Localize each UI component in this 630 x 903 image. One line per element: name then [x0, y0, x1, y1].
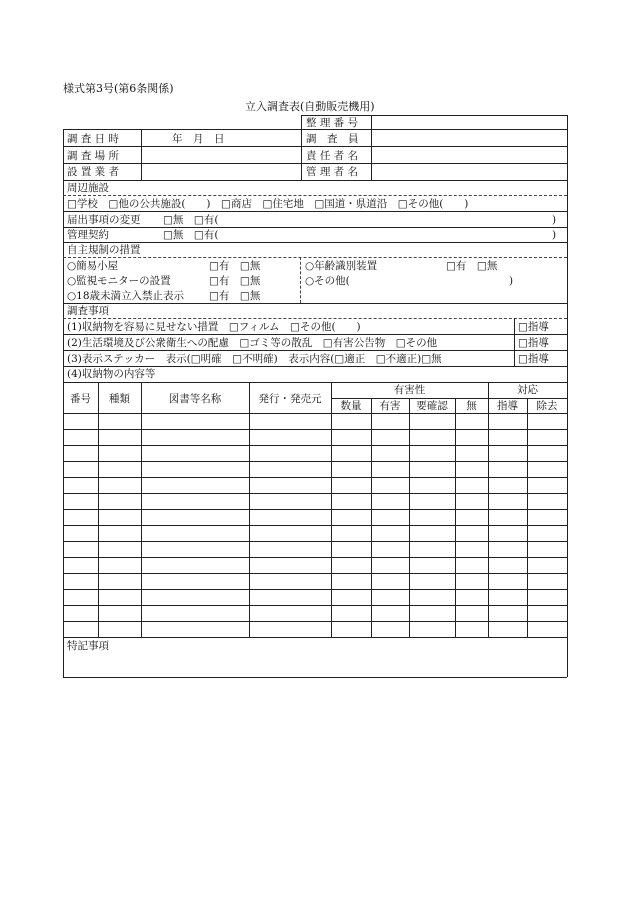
col-guidance: 指導: [497, 400, 518, 412]
group-response: 対応: [517, 384, 538, 396]
remarks-title: 特記事項: [67, 640, 109, 652]
self-regulation-title: 自主規制の措置: [67, 244, 141, 256]
col-removal: 除去: [536, 400, 558, 412]
survey-item-3[interactable]: (3)表示ステッカー 表示(□明確 □不明確) 表示内容(□適正 □不適正)□無: [67, 353, 442, 365]
self-reg-left-2-label: ○監視モニターの設置: [67, 275, 171, 287]
form-number: 様式第3号(第6条関係): [63, 82, 174, 95]
contents-title: (4)収納物の内容等: [67, 368, 156, 380]
self-reg-right-2-close: ): [509, 275, 514, 287]
self-reg-left-3-options[interactable]: □有 □無: [209, 290, 261, 302]
chosa-nichiji-label: 調 査 日 時: [67, 133, 120, 145]
chosa-in-label: 調 査 員: [306, 133, 359, 145]
self-reg-right-1-label: ○年齢識別装置: [305, 260, 378, 272]
self-reg-left-2-options[interactable]: □有 □無: [209, 275, 261, 287]
col-none: 無: [466, 400, 477, 412]
page-title: 立入調査表(自動販売機用): [245, 100, 375, 113]
date-placeholder: 年 月 日: [172, 133, 225, 145]
self-reg-left-3-label: ○18歳未満立入禁止表示: [67, 290, 185, 302]
col-publisher: 発行・発売元: [258, 393, 322, 405]
surroundings-title: 周辺施設: [67, 182, 109, 194]
setchi-gyosha-label: 設 置 業 者: [67, 166, 120, 178]
remarks-field[interactable]: [64, 654, 566, 676]
group-harm: 有害性: [393, 384, 426, 396]
contract-close: ): [552, 229, 557, 241]
chosa-basho-label: 調 査 場 所: [67, 150, 120, 162]
self-reg-right-1-options[interactable]: □有 □無: [446, 260, 498, 272]
self-reg-right-2-label: ○その他(: [305, 275, 350, 287]
contract-label: 管理契約: [67, 229, 109, 241]
self-reg-left-1-label: ○簡易小屋: [67, 260, 119, 272]
col-confirm: 要確認: [416, 400, 448, 412]
notification-close: ): [552, 214, 557, 226]
sekinin-sha-label: 責 任 者 名: [306, 150, 359, 162]
survey-item-1[interactable]: (1)収納物を容易に見せない措置 □フィルム □その他( ): [67, 321, 361, 333]
survey-title: 調査事項: [67, 305, 109, 317]
survey-item-2[interactable]: (2)生活環境及び公衆衛生への配慮 □ゴミ等の散乱 □有害公告物 □その他: [67, 337, 438, 349]
col-type: 種類: [109, 393, 130, 405]
notification-label: 届出事項の変更: [67, 214, 141, 226]
col-number: 番号: [70, 393, 91, 405]
survey-item-3-action[interactable]: □指導: [518, 353, 549, 365]
col-harmful: 有害: [379, 400, 401, 412]
notification-options[interactable]: □無 □有(: [163, 214, 219, 226]
contract-options[interactable]: □無 □有(: [163, 229, 219, 241]
survey-item-2-action[interactable]: □指導: [518, 337, 549, 349]
col-quantity: 数量: [340, 400, 362, 412]
surroundings-options[interactable]: □学校 □他の公共施設( ) □商店 □住宅地 □国道・県道沿 □その他( ): [67, 198, 469, 210]
seiri-bango-label: 整 理 番 号: [306, 117, 359, 129]
kanri-sha-label: 管 理 者 名: [306, 166, 359, 178]
col-name: 図書等名称: [168, 393, 222, 405]
self-reg-left-1-options[interactable]: □有 □無: [209, 260, 261, 272]
survey-item-1-action[interactable]: □指導: [518, 321, 549, 333]
